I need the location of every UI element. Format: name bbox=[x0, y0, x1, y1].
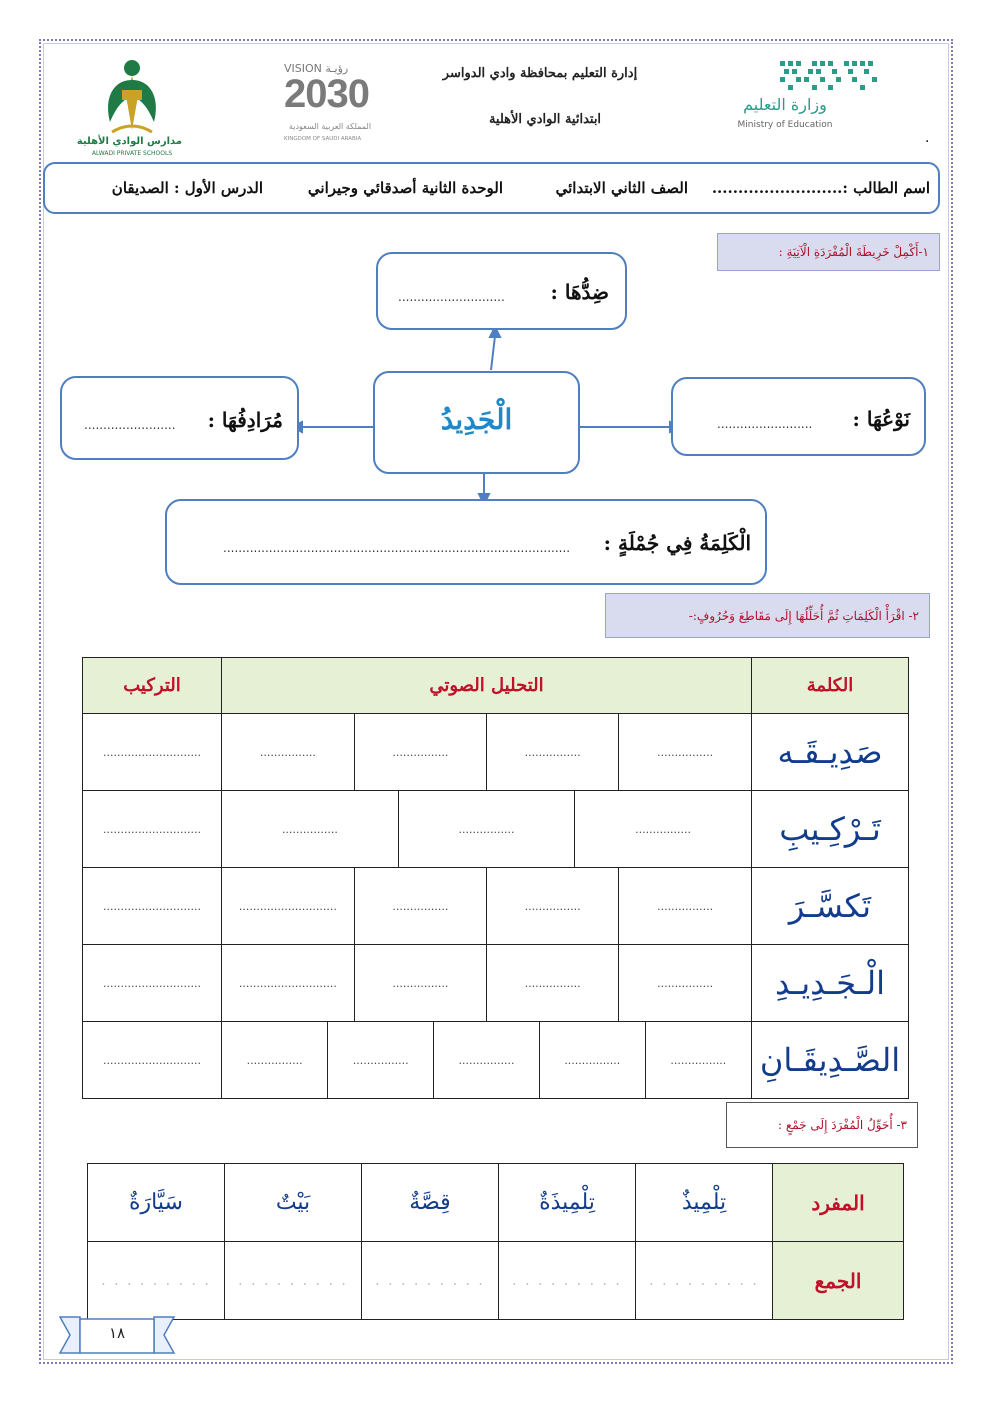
school-logo-ar: مدارس الوادي الأهلية bbox=[76, 136, 182, 147]
ministry-name-en: Ministry of Education bbox=[737, 120, 833, 130]
singular-cell: تِلْمِيذٌ bbox=[636, 1164, 773, 1242]
unit-label: الوحدة الثانية أصدقائي وجيراني bbox=[307, 179, 503, 197]
analysis-cell bbox=[222, 868, 752, 945]
composition-cell[interactable]: ............................ bbox=[83, 791, 222, 868]
type-label: نَوْعُهَا : bbox=[852, 407, 910, 431]
opposite-box[interactable] bbox=[376, 252, 627, 330]
analysis-slot[interactable]: ................ bbox=[222, 714, 354, 790]
word-cell: الْـجَـدِيـدِ bbox=[752, 945, 909, 1022]
analysis-slot[interactable]: ................ bbox=[222, 1022, 328, 1098]
type-dots[interactable]: ......................... bbox=[717, 417, 813, 431]
composition-cell[interactable]: ............................ bbox=[83, 868, 222, 945]
analysis-slot[interactable]: ................ bbox=[222, 791, 398, 867]
section2-title: ٢- اقْرَأْ الْكَلِمَاتِ ثُمَّ أُحَلِّلُهَا إِلَى مَقَاطِعَ وَحُرُوفٍ:- bbox=[605, 593, 930, 638]
analysis-cell bbox=[222, 1022, 752, 1099]
word-cell: تَكسَّـرَ bbox=[752, 868, 909, 945]
analysis-slot[interactable]: ................ bbox=[487, 714, 619, 790]
singular-plural-table bbox=[87, 1163, 904, 1320]
row-label-singular: المفرد bbox=[773, 1164, 904, 1242]
vision-year: 2030 bbox=[284, 72, 369, 116]
sentence-label: الْكَلِمَةُ فِي جُمْلَةٍ : bbox=[603, 531, 751, 555]
grade-label: الصف الثاني الابتدائي bbox=[555, 179, 688, 197]
analysis-slot[interactable]: ................ bbox=[354, 945, 486, 1021]
analysis-slot[interactable]: ................ bbox=[398, 791, 574, 867]
word-cell: تَـرْكِـيبِ bbox=[752, 791, 909, 868]
header-dot: . bbox=[925, 130, 930, 146]
school-line: ابتدائية الوادي الأهلية bbox=[488, 112, 602, 127]
word-cell: صَدِيـقَـه bbox=[752, 714, 909, 791]
analysis-slot[interactable]: ................ bbox=[328, 1022, 434, 1098]
phonetic-analysis-table bbox=[82, 657, 909, 1099]
opposite-label: ضِدُّهَا : bbox=[550, 280, 609, 304]
vision-sub-ar: المملكة العربية السعودية bbox=[288, 122, 372, 131]
sentence-dots[interactable]: ........................................................................................... bbox=[223, 541, 571, 555]
header-composition: التركيب bbox=[83, 658, 222, 714]
plural-cell[interactable]: . . . . . . . . . bbox=[636, 1242, 773, 1320]
section1-title: ١-أَكْمِلْ خَرِيطَةَ الْمُفْرَدَةِ الْآتِيَةِ : bbox=[717, 233, 940, 271]
analysis-slot[interactable]: ................ bbox=[487, 868, 619, 944]
analysis-slot[interactable]: ................ bbox=[487, 945, 619, 1021]
analysis-slot[interactable]: ................ bbox=[657, 745, 714, 759]
ministry-name-ar: وزارة التعليم bbox=[743, 95, 827, 114]
analysis-cell bbox=[222, 714, 752, 791]
row-label-plural: الجمع bbox=[773, 1242, 904, 1320]
plural-cell[interactable]: . . . . . . . . . bbox=[225, 1242, 362, 1320]
singular-cell: تِلْمِيذَةٌ bbox=[499, 1164, 636, 1242]
opposite-dots[interactable]: ............................ bbox=[398, 290, 505, 304]
analysis-slot[interactable]: ................ bbox=[635, 822, 692, 836]
lesson-label: الدرس الأول : الصديقان bbox=[111, 179, 263, 197]
section3-title: ٣- أُحَوِّلُ الْمُفْرَدَ إِلَى جَمْعٍ : bbox=[726, 1102, 918, 1148]
synonym-dots[interactable]: ........................ bbox=[84, 418, 176, 432]
singular-cell: قِصَّةٌ bbox=[362, 1164, 499, 1242]
analysis-cell bbox=[222, 945, 752, 1022]
admin-line: إدارة التعليم بمحافظة وادي الدواسر bbox=[442, 66, 638, 81]
singular-cell: بَيْتٌ bbox=[225, 1164, 362, 1242]
plural-cell[interactable]: . . . . . . . . . bbox=[499, 1242, 636, 1320]
center-word-box bbox=[373, 371, 580, 474]
synonym-box[interactable] bbox=[60, 376, 299, 460]
singular-cell: سَيَّارَةٌ bbox=[88, 1164, 225, 1242]
analysis-slot[interactable]: ................ bbox=[354, 714, 486, 790]
composition-cell[interactable]: ............................ bbox=[83, 1022, 222, 1099]
sentence-box[interactable] bbox=[165, 499, 767, 585]
center-word: الْجَدِيدُ bbox=[440, 403, 513, 436]
page-number: ١٨ bbox=[108, 1324, 126, 1342]
plural-cell[interactable]: . . . . . . . . . bbox=[362, 1242, 499, 1320]
analysis-slot[interactable]: ............................ bbox=[222, 945, 354, 1021]
type-box[interactable] bbox=[671, 377, 926, 456]
analysis-slot[interactable]: ................ bbox=[657, 899, 714, 913]
composition-cell[interactable]: ............................ bbox=[83, 945, 222, 1022]
analysis-slot[interactable]: ............................ bbox=[222, 868, 354, 944]
word-cell: الصَّـدِيقَـانِ bbox=[752, 1022, 909, 1099]
composition-cell[interactable]: ............................ bbox=[83, 714, 222, 791]
plural-cell[interactable]: . . . . . . . . . bbox=[88, 1242, 225, 1320]
analysis-slot[interactable]: ................ bbox=[657, 976, 714, 990]
header-analysis: التحليل الصوتي bbox=[222, 658, 752, 714]
vision-word: VISION رؤيـة bbox=[284, 62, 349, 75]
analysis-cell bbox=[222, 791, 752, 868]
analysis-slot[interactable]: ................ bbox=[539, 1022, 645, 1098]
analysis-slot[interactable]: ................ bbox=[434, 1022, 540, 1098]
analysis-slot[interactable]: ................ bbox=[354, 868, 486, 944]
synonym-label: مُرَادِفُهَا : bbox=[207, 408, 283, 432]
student-name-field[interactable]: اسم الطالب :......................... bbox=[711, 179, 930, 197]
analysis-slot[interactable]: ................ bbox=[670, 1053, 727, 1067]
header-word: الكلمة bbox=[752, 658, 909, 714]
vision-sub-en: KINGDOM OF SAUDI ARABIA bbox=[284, 136, 362, 142]
school-logo-en: ALWADI PRIVATE SCHOOLS bbox=[91, 150, 173, 157]
